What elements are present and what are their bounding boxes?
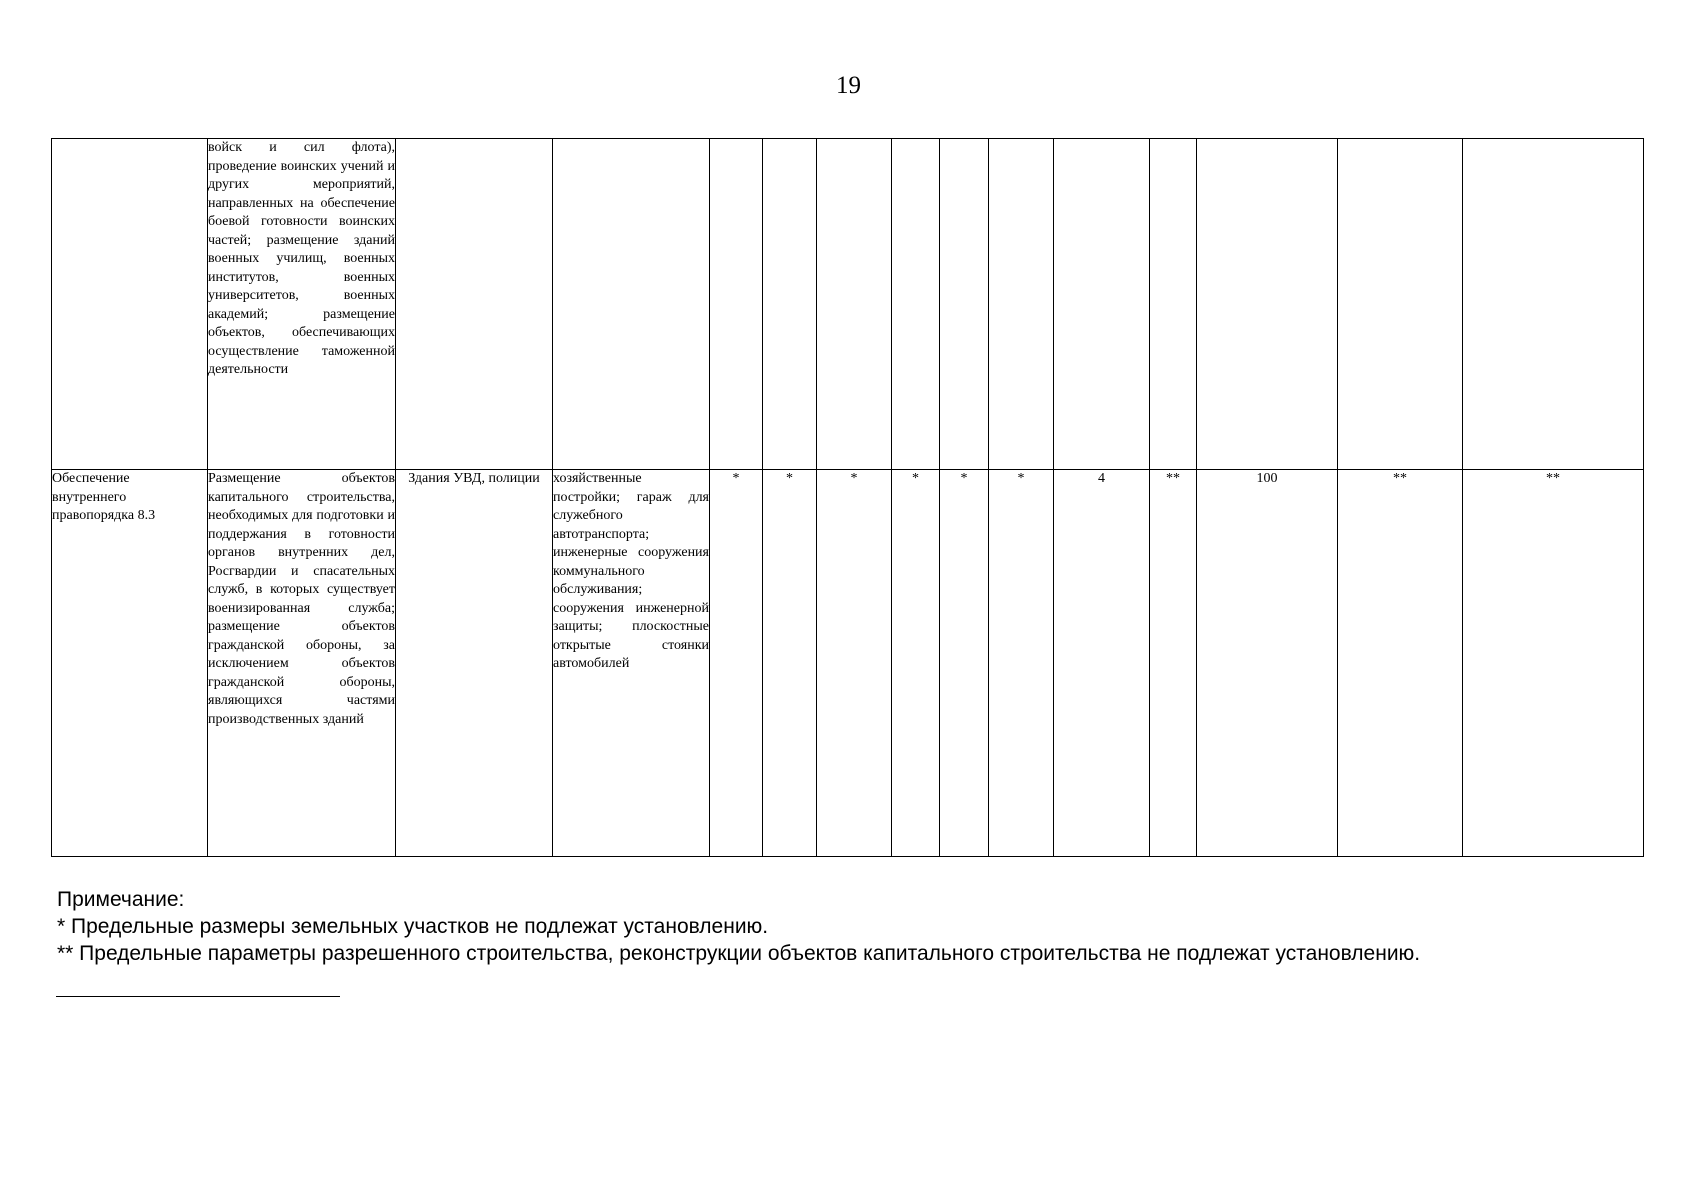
param-cell	[1054, 139, 1150, 470]
param-cell	[817, 139, 892, 470]
note-line: ** Предельные параметры разрешенного строительства, реконструкции объектов капитального строительства не подлежат установлению.	[57, 942, 1421, 965]
auxiliary-use-cell: хозяйственные постройки; гараж для служебного автотранспорта; инженерные сооружения коммунального обслуживания; сооружения инженерной защиты; плоскостные открытые стоянки автомобилей	[553, 470, 710, 857]
param-cell: 4	[1054, 470, 1150, 857]
param-cell	[989, 139, 1054, 470]
note-line: * Предельные размеры земельных участков не подлежат установлению.	[57, 915, 769, 938]
param-cell	[892, 139, 940, 470]
param-cell: *	[817, 470, 892, 857]
param-cell	[763, 139, 817, 470]
param-cell	[1463, 139, 1644, 470]
notes-heading: Примечание:	[57, 888, 185, 911]
zoning-regulations-table	[51, 138, 1644, 857]
notes-block	[57, 886, 1420, 967]
separator-line	[56, 996, 340, 997]
param-cell: **	[1338, 470, 1463, 857]
page-number: 19	[836, 72, 861, 99]
table-row	[52, 470, 1644, 857]
param-cell: *	[763, 470, 817, 857]
use-type-name-cell	[52, 139, 208, 470]
auxiliary-use-cell	[553, 139, 710, 470]
param-cell	[940, 139, 989, 470]
param-cell: *	[989, 470, 1054, 857]
main-use-cell: Здания УВД, полиции	[396, 470, 553, 857]
use-type-name-cell: Обеспечение внутреннего правопорядка 8.3	[52, 470, 208, 857]
param-cell	[1197, 139, 1338, 470]
param-cell: *	[940, 470, 989, 857]
param-cell	[710, 139, 763, 470]
param-cell	[1338, 139, 1463, 470]
main-use-cell	[396, 139, 553, 470]
table-row	[52, 139, 1644, 470]
param-cell	[1150, 139, 1197, 470]
param-cell: *	[892, 470, 940, 857]
use-type-description-cell: войск и сил флота), проведение воинских учений и других мероприятий, направленных на обеспечение боевой готовности воинских частей; размещение зданий военных училищ, военных институтов, военных университетов, военных академий; размещение объектов, обеспечивающих осуществление таможенной деятельности	[208, 139, 396, 470]
use-type-description-cell: Размещение объектов капитального строительства, необходимых для подготовки и поддержания в готовности органов внутренних дел, Росгвардии и спасательных служб, в которых существует военизированная служба; размещение объектов гражданской обороны, за исключением объектов гражданской обороны, являющихся частями производственных зданий	[208, 470, 396, 857]
param-cell: *	[710, 470, 763, 857]
param-cell: **	[1150, 470, 1197, 857]
param-cell: **	[1463, 470, 1644, 857]
param-cell: 100	[1197, 470, 1338, 857]
